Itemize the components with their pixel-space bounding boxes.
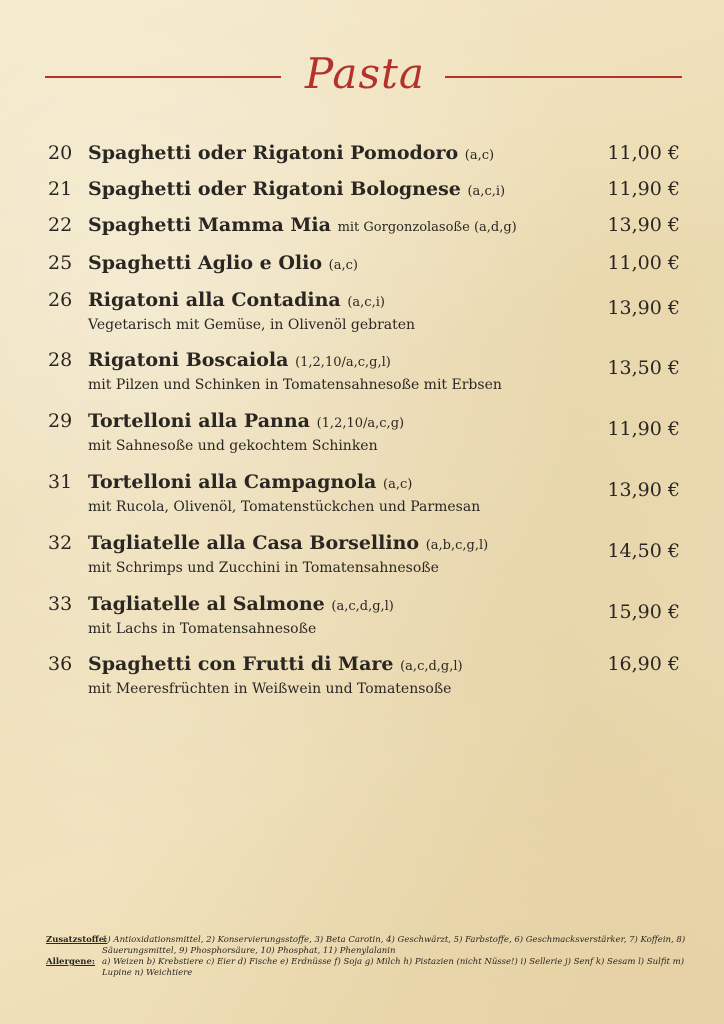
item-name: Spaghetti Aglio e Olio (a,c) [88, 252, 358, 274]
section-title: Pasta [305, 49, 425, 98]
item-price: 11,90 € [607, 178, 680, 200]
item-name: Spaghetti oder Rigatoni Pomodoro (a,c) [88, 142, 495, 164]
item-description: mit Lachs in Tomatensahnesoße [88, 621, 317, 637]
item-name: Spaghetti Mamma Mia mit Gorgonzolasoße (a,d,g) [88, 214, 517, 236]
item-name: Spaghetti oder Rigatoni Bolognese (a,c,i) [88, 178, 506, 200]
item-price: 15,90 € [607, 601, 680, 623]
item-allergens: (a,c,d,g,l) [331, 599, 394, 614]
item-allergens: (a,c) [328, 258, 358, 273]
item-allergens: (a,c,i) [467, 184, 506, 199]
item-number: 29 [48, 410, 73, 432]
item-description: Vegetarisch mit Gemüse, in Olivenöl gebraten [88, 317, 416, 333]
allergen-footer [46, 935, 686, 979]
item-price: 13,50 € [607, 357, 680, 379]
allergens-text: a) Weizen b) Krebstiere c) Eier d) Fische e) Erdnüsse f) Soja g) Milch h) Pistazien (nicht Nüsse!) i) Sellerie j) Senf k) Sesam l) Sulfit m) Lupine n) Weichtiere [102, 957, 685, 978]
item-name: Rigatoni Boscaiola (1,2,10/a,c,g,l) [88, 349, 391, 371]
allergens-row [46, 957, 686, 979]
item-number: 25 [48, 252, 73, 274]
item-description: mit Meeresfrüchten in Weißwein und Tomatensoße [88, 681, 452, 697]
item-price: 11,90 € [607, 418, 680, 440]
item-name: Tagliatelle alla Casa Borsellino (a,b,c,g,l) [88, 532, 489, 554]
item-number: 22 [48, 214, 73, 236]
item-number: 20 [48, 142, 73, 164]
item-allergens: (a,b,c,g,l) [425, 538, 489, 553]
item-name: Tortelloni alla Campagnola (a,c) [88, 471, 413, 493]
item-allergens: (1,2,10/a,c,g,l) [295, 355, 391, 370]
item-price: 13,90 € [607, 297, 680, 319]
item-number: 21 [48, 178, 73, 200]
additives-row [46, 935, 686, 957]
item-number: 32 [48, 532, 73, 554]
item-allergens: (a,c) [383, 477, 413, 492]
item-description: mit Schrimps und Zucchini in Tomatensahnesoße [88, 560, 439, 576]
header-rule-left [45, 76, 281, 78]
item-number: 36 [48, 653, 73, 675]
item-allergens: (a,c,i) [347, 295, 385, 310]
item-allergens: (1,2,10/a,c,g) [316, 416, 405, 431]
item-price: 13,90 € [607, 214, 680, 236]
item-name: Rigatoni alla Contadina (a,c,i) [88, 289, 385, 311]
item-name: Spaghetti con Frutti di Mare (a,c,d,g,l) [88, 653, 463, 675]
allergens-label: Allergene: [46, 957, 96, 967]
additives-text: 1) Antioxidationsmittel, 2) Konservierungsstoffe, 3) Beta Carotin, 4) Geschwärzt, 5) Farbstoffe, 6) Geschmacksverstärker, 7) Koffein, 8) Säuerungsmittel, 9) Phosphorsäure, 10) Phosphat, 11) Phenylalanin [102, 935, 686, 956]
item-price: 14,50 € [607, 540, 680, 562]
item-description: mit Sahnesoße und gekochtem Schinken [88, 438, 378, 454]
item-number: 31 [48, 471, 73, 493]
item-description: mit Rucola, Olivenöl, Tomatenstückchen und Parmesan [88, 499, 481, 515]
additives-label: Zusatzstoffe: [46, 935, 108, 945]
item-name: Tagliatelle al Salmone (a,c,d,g,l) [88, 593, 394, 615]
item-price: 13,90 € [607, 479, 680, 501]
item-number: 26 [48, 289, 73, 311]
item-number: 33 [48, 593, 73, 615]
item-allergens: (a,c,d,g,l) [400, 659, 463, 674]
item-allergens: (a,c) [464, 148, 495, 163]
item-price: 11,00 € [607, 142, 680, 164]
item-number: 28 [48, 349, 73, 371]
item-name: Tortelloni alla Panna (1,2,10/a,c,g) [88, 410, 405, 432]
header-rule-right [445, 76, 682, 78]
item-price: 11,00 € [607, 252, 680, 274]
item-price: 16,90 € [607, 653, 680, 675]
item-allergens: mit Gorgonzolasoße (a,d,g) [337, 220, 517, 235]
item-description: mit Pilzen und Schinken in Tomatensahnesoße mit Erbsen [88, 377, 502, 393]
menu-header [0, 48, 724, 108]
